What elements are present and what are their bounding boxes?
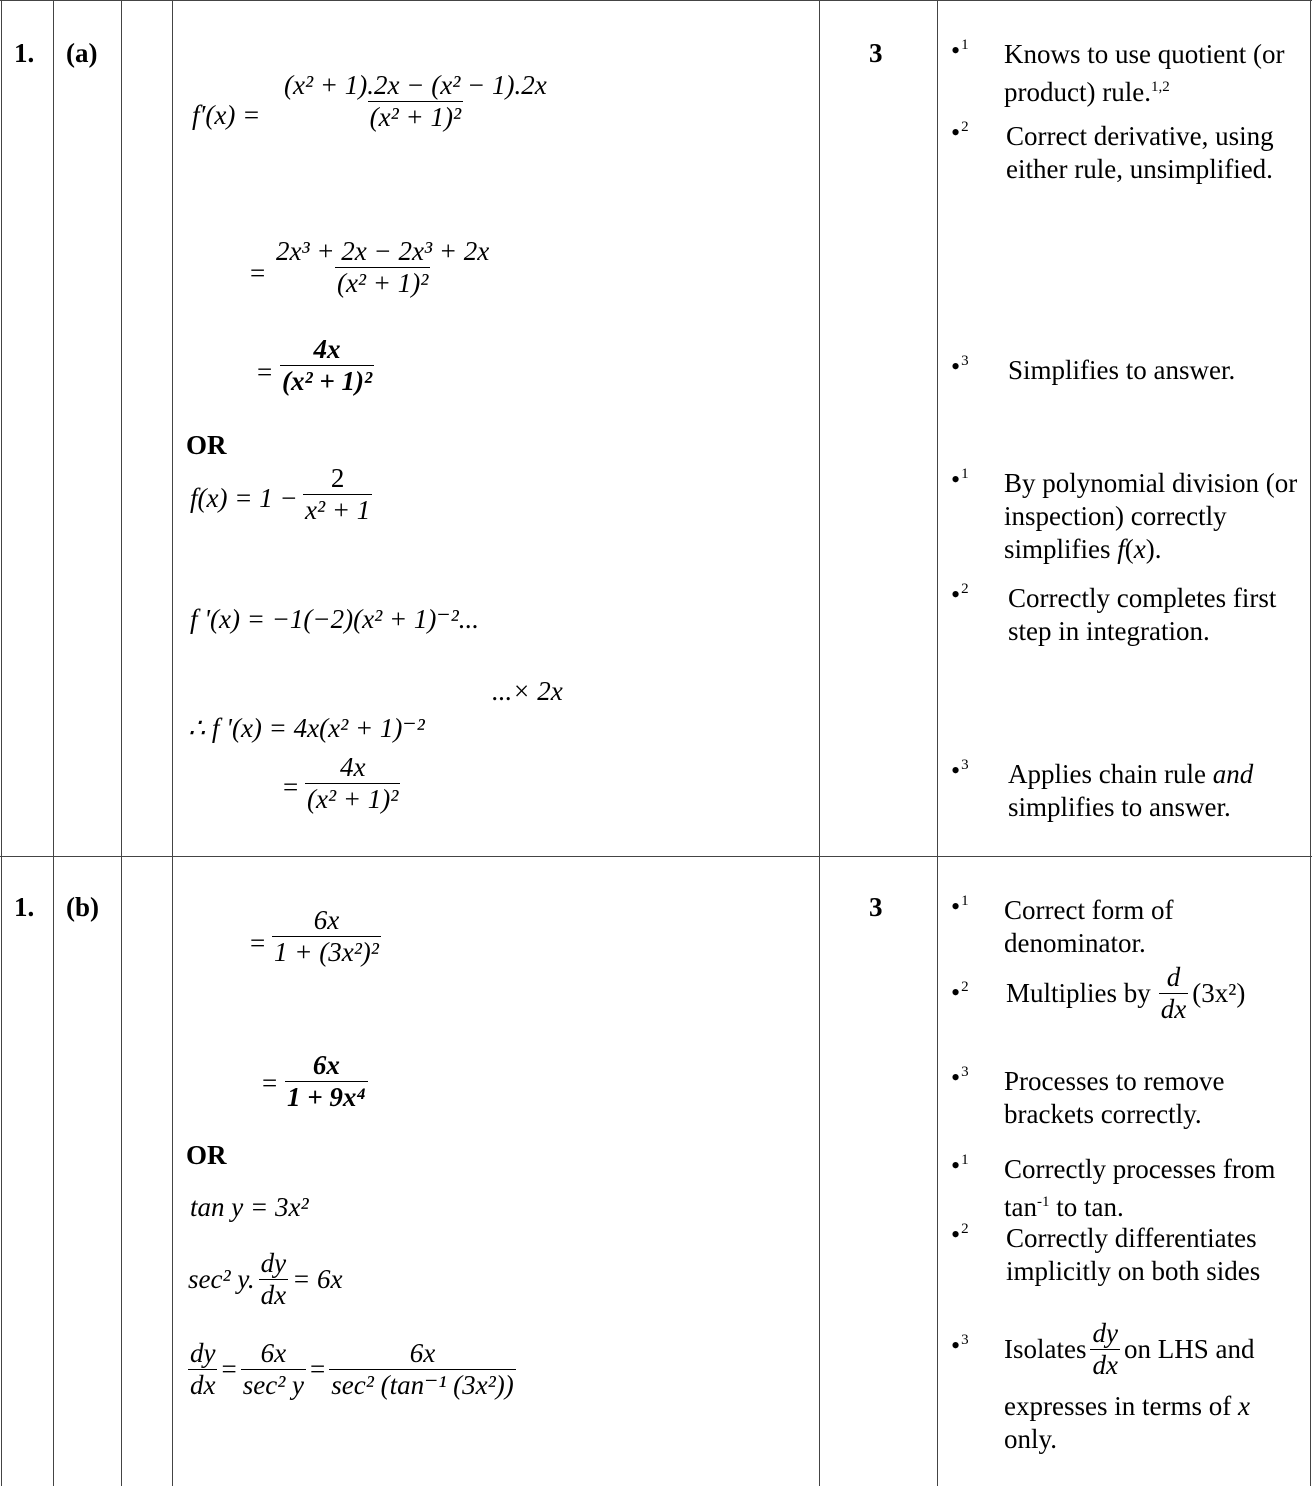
bullet-marker: •$^2$ — [951, 118, 969, 147]
isolated-derivative: $\frac{dy}{dx}$ = $\frac{6x}{\text{sec² y}}$ = $\frac{6x}{\text{sec² (tan⁻¹ (3x²))}}$ — [190, 1338, 514, 1400]
bullet-marker: •$^1$ — [951, 36, 969, 65]
marking-note: Simplifies to answer. — [1008, 355, 1236, 385]
answer-fraction — [285, 1050, 368, 1113]
question-number: 1. — [14, 38, 35, 68]
fraction-numerator: 6x — [313, 905, 340, 935]
fraction-denominator: sec² y — [242, 1370, 305, 1400]
column-line — [121, 0, 122, 1486]
bullet-marker: •$^2$ — [951, 580, 969, 609]
fraction-numerator: 6x — [312, 1050, 340, 1080]
bullet-marker: •$^3$ — [951, 352, 969, 381]
bullet-marker: •$^1$ — [951, 465, 969, 494]
bullet-marker: •$^2$ — [951, 978, 969, 1007]
expanded-fraction — [274, 236, 491, 299]
implicit-differentiation: sec² y. $\frac{dy}{dx}$ = 6x — [188, 1248, 343, 1310]
equals-sign: = — [257, 357, 273, 387]
marking-note: Isolates $\frac{dy}{dx}$ on LHS and — [1004, 1318, 1255, 1380]
equals-sign: = — [283, 772, 299, 802]
derivative-lhs: f′(x) = — [192, 100, 261, 130]
bullet-marker: •$^1$ — [951, 1151, 969, 1180]
bullet-marker: •$^3$ — [951, 1063, 969, 1092]
question-part: (b) — [66, 892, 99, 922]
fraction-numerator: 4x — [313, 334, 341, 364]
marking-note: Applies chain rule and simplifies to answer. — [1008, 759, 1254, 822]
or-label: OR — [186, 1140, 227, 1170]
marking-note: Processes to remove brackets correctly. — [1004, 1066, 1225, 1129]
fraction-numerator: dy — [190, 1338, 216, 1368]
marks-value: 3 — [869, 38, 883, 68]
marks-value: 3 — [869, 892, 883, 922]
arctan-derivative-fraction — [272, 905, 381, 968]
marking-note: Correct form of denominator. — [1004, 895, 1174, 958]
fraction-denominator: x² + 1 — [305, 495, 371, 525]
column-line — [1310, 0, 1311, 1486]
fraction-numerator: (x² + 1).2x − (x² − 1).2x — [284, 70, 547, 100]
fraction-denominator: sec² (tan⁻¹ (3x²)) — [331, 1370, 514, 1400]
equals-sign: = — [250, 258, 266, 288]
or-label: OR — [186, 430, 227, 460]
quotient-rule-fraction — [282, 70, 549, 133]
column-line — [53, 0, 54, 1486]
marking-note: By polynomial division (or inspection) correctly simplifies f(x). — [1004, 468, 1298, 564]
derivative-result: ∴ f '(x) = 4x(x² + 1)⁻² — [188, 713, 425, 743]
marking-note: Correct derivative, using either rule, unsimplified. — [1006, 121, 1274, 184]
fraction-numerator: dy — [260, 1248, 287, 1278]
column-line — [937, 0, 938, 1486]
fraction-denominator: 1 + 9x⁴ — [287, 1082, 366, 1112]
table-top-border — [0, 0, 1312, 1]
fraction-numerator: 2 — [330, 463, 345, 493]
fraction-denominator: (x² + 1)² — [307, 784, 399, 814]
question-part: (a) — [66, 38, 98, 68]
fraction-denominator: (x² + 1)² — [369, 102, 462, 132]
fraction-denominator: 1 + (3x²)² — [274, 937, 379, 967]
marking-note: Knows to use quotient (or product) rule.$^{1,2}$ — [1004, 39, 1285, 107]
bullet-marker: •$^3$ — [951, 1331, 969, 1360]
fraction-numerator: 4x — [339, 752, 366, 782]
column-line — [1, 0, 2, 1486]
fraction-denominator: (x² + 1)² — [336, 268, 429, 298]
row-divider — [0, 856, 1312, 857]
column-line — [819, 0, 820, 1486]
bullet-marker: •$^2$ — [951, 1220, 969, 1249]
equals-sign: = — [262, 1068, 278, 1098]
chain-rule-factor: ...× 2x — [492, 676, 563, 706]
marking-note: expresses in terms of x only. — [1004, 1391, 1250, 1454]
question-number: 1. — [14, 892, 35, 922]
answer-fraction — [280, 334, 374, 397]
function-lhs: f(x) = 1 − — [190, 483, 298, 513]
fraction-numerator: 6x — [260, 1338, 287, 1368]
derivative-step: f '(x) = −1(−2)(x² + 1)⁻²... — [190, 604, 480, 634]
fraction-numerator: 2x³ + 2x − 2x³ + 2x — [276, 236, 490, 266]
fraction-denominator: dx — [190, 1370, 216, 1400]
fraction-numerator: 6x — [409, 1338, 436, 1368]
marking-note: Correctly differentiates implicitly on both sides — [1006, 1223, 1261, 1286]
equals-sign: = — [250, 928, 266, 958]
bullet-marker: •$^1$ — [951, 892, 969, 921]
fraction-denominator: dx — [260, 1280, 287, 1310]
tan-equation: tan y = 3x² — [190, 1192, 309, 1222]
bullet-marker: •$^3$ — [951, 756, 969, 785]
marking-note: Correctly processes from $\tan^{-1}$ to tan. — [1004, 1154, 1276, 1222]
marking-note: Multiplies by $\frac{d}{dx}$ (3x²) — [1006, 962, 1246, 1024]
final-fraction — [305, 752, 400, 815]
simplified-fraction — [303, 463, 372, 526]
fraction-denominator: (x² + 1)² — [282, 366, 373, 396]
marking-note: Correctly completes first step in integration. — [1008, 583, 1277, 646]
column-line — [172, 0, 173, 1486]
